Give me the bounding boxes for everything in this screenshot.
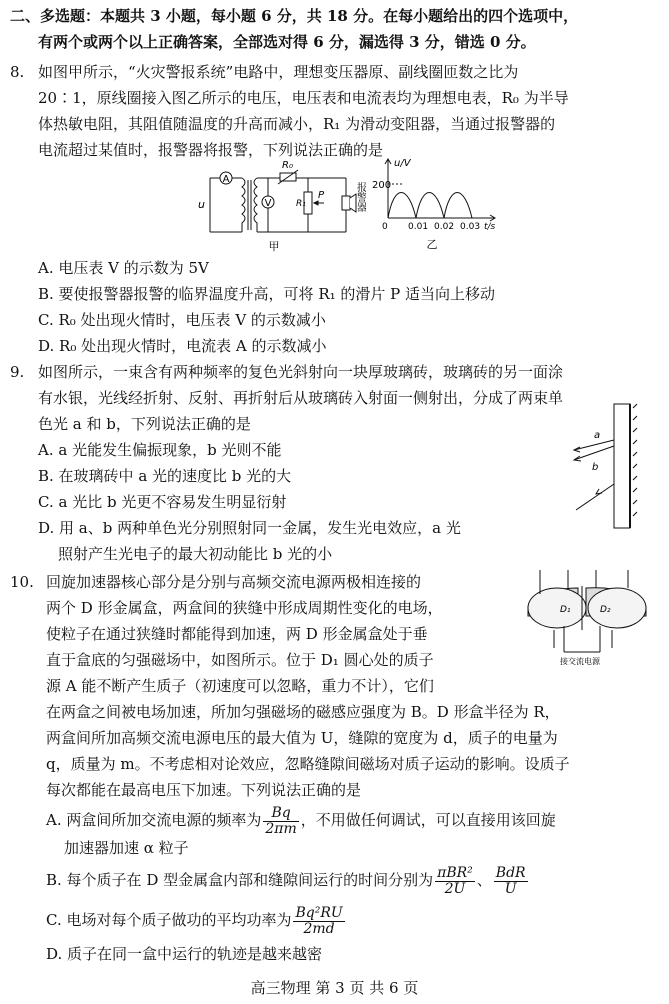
numerator: Bq: [263, 806, 298, 822]
option-d: D. 质子在同一盒中运行的轨迹是越来越密: [46, 945, 323, 963]
option-b-text: B. 每个质子在 D 型金属盒内部和缝隙间运行的时间分别为: [46, 871, 434, 889]
question-stem-line: 如图所示，一束含有两种频率的复色光斜射向一块厚玻璃砖，玻璃砖的另一面涂: [38, 363, 564, 381]
section-header-line1: 二、多选题：本题共 3 小题，每小题 6 分，共 18 分。在每小题给出的四个选项中，: [10, 7, 579, 25]
ray-b-label: b: [592, 462, 599, 473]
option-c: C. R₀ 处出现火情时，电压表 V 的示数减小: [38, 311, 326, 329]
ray-a-label: a: [594, 430, 601, 441]
option-a-text: ，不用做任何调试，可以直接用该回旋: [300, 811, 556, 829]
option-a-continued: 加速器加速 α 粒子: [64, 839, 189, 857]
option-a: [46, 802, 556, 838]
voltmeter-label: V: [264, 198, 272, 209]
denominator: 2U: [444, 880, 466, 897]
numerator: πBR²: [437, 864, 473, 881]
denominator: 2πm: [265, 820, 297, 837]
option-d: D. R₀ 处出现火情时，电流表 A 的示数减小: [38, 337, 327, 355]
x-axis-unit: t/s: [484, 222, 496, 232]
glass-block-diagram: [566, 400, 666, 532]
question-stem-line: 电流超过某值时，报警器将报警，下列说法正确的是: [38, 141, 384, 159]
cyclotron-diagram: [520, 566, 660, 666]
fraction: [293, 906, 344, 937]
separator: 、: [476, 871, 492, 889]
option-b: B. 要使报警器报警的临界温度升高，可将 R₁ 的滑片 P 适当向上移动: [38, 285, 496, 303]
question-number: 10.: [10, 573, 34, 591]
question-stem-line: 源 A 能不断产生质子（初速度可以忽略，重力不计），它们: [46, 677, 434, 695]
question-stem-line: 回旋加速器核心部分是分别与高频交流电源两极相连接的: [46, 573, 422, 591]
question-number: 8.: [10, 63, 25, 81]
r1-label: R₁: [296, 199, 306, 209]
question-stem-line: 20∶1，原线圈接入图乙所示的电压，电压表和电流表均为理想电表，R₀ 为半导: [38, 89, 569, 107]
question-stem-line: 直于盒底的匀强磁场中，如图所示。位于 D₁ 圆心处的质子: [46, 651, 434, 669]
question-stem-line: 有水银，光线经折射、反射、再折射后从玻璃砖入射面一侧射出，分成了两束单: [38, 389, 564, 407]
y-axis-label: u/V: [394, 158, 411, 169]
section-header-line2: 有两个或两个以上正确答案，全部选对得 6 分，漏选得 3 分，错选 0 分。: [38, 33, 536, 51]
question-number: 9.: [10, 363, 25, 381]
question-stem-line: 体热敏电阻，其阻值随温度的升高而减小，R₁ 为滑动变阻器，当通过报警器的: [38, 115, 556, 133]
question-stem-line: q，质量为 m。不考虑相对论效应，忽略缝隙间磁场对质子运动的影响。设质子: [46, 755, 570, 773]
question-stem-line: 色光 a 和 b，下列说法正确的是: [38, 415, 251, 433]
option-b: [46, 862, 530, 898]
question-stem-line: 如图甲所示，“火灾警报系统”电路中，理想变压器原、副线圈匝数之比为: [38, 63, 519, 81]
denominator: U: [504, 880, 517, 897]
d2-label: D₂: [600, 605, 611, 615]
question-stem-line: 使粒子在通过狭缝时都能得到加速，两 D 形金属盒处于垂: [46, 625, 428, 643]
option-b: B. 在玻璃砖中 a 光的速度比 b 光的大: [38, 467, 292, 485]
option-a: A. 电压表 V 的示数为 5V: [38, 259, 209, 277]
page-footer: 高三物理 第 3 页 共 6 页: [250, 979, 419, 997]
numerator: Bq²RU: [295, 904, 343, 921]
option-d: D. 用 a、b 两种单色光分别照射同一金属，发生光电效应，a 光: [38, 519, 461, 537]
denominator: 2md: [303, 920, 335, 937]
fraction: [435, 866, 475, 897]
d1-label: D₁: [560, 605, 571, 615]
option-a: A. a 光能发生偏振现象，b 光则不能: [38, 441, 282, 459]
figure-caption-yi: 乙: [426, 238, 438, 251]
fraction: [494, 866, 528, 897]
option-c: C. a 光比 b 光更不容易发生明显衍射: [38, 493, 287, 511]
x-tick: 0.01: [408, 222, 429, 232]
numerator: BdR: [495, 864, 526, 881]
x-tick: 0: [382, 222, 388, 232]
question-stem-line: 每次都能在最高电压下加速。下列说法正确的是: [46, 781, 362, 799]
x-tick: 0.03: [460, 222, 481, 232]
question-stem-line: 两盒间所加高频交流电源电压的最大值为 U，缝隙的宽度为 d，质子的电量为: [46, 729, 558, 747]
option-c-text: C. 电场对每个质子做功的平均功率为: [46, 911, 292, 929]
option-a-text: A. 两盒间所加交流电源的频率为: [46, 811, 262, 829]
ammeter-label: A: [222, 174, 230, 185]
option-c: [46, 902, 347, 938]
voltage-label: u: [198, 198, 205, 211]
peak-label: 200: [372, 180, 392, 191]
figure-caption-jia: 甲: [268, 240, 280, 252]
slider-label: P: [318, 190, 325, 201]
alarm-label: 报警器: [354, 182, 366, 212]
circuit-diagram: [196, 160, 366, 252]
question-stem-line: 两个 D 形金属盒，两盒间的狭缝中形成周期性变化的电场，: [46, 599, 443, 617]
voltage-graph: [372, 156, 512, 252]
r0-label: R₀: [282, 160, 293, 171]
x-tick: 0.02: [434, 222, 455, 232]
fraction: [263, 806, 298, 837]
question-stem-line: 在两盒之间被电场加速，所加匀强磁场的磁感应强度为 B。D 形盒半径为 R，: [46, 703, 560, 721]
option-d-continued: 照射产生光电子的最大初动能比 b 光的小: [58, 545, 333, 563]
ac-source-label: 接交流电源: [560, 657, 600, 666]
